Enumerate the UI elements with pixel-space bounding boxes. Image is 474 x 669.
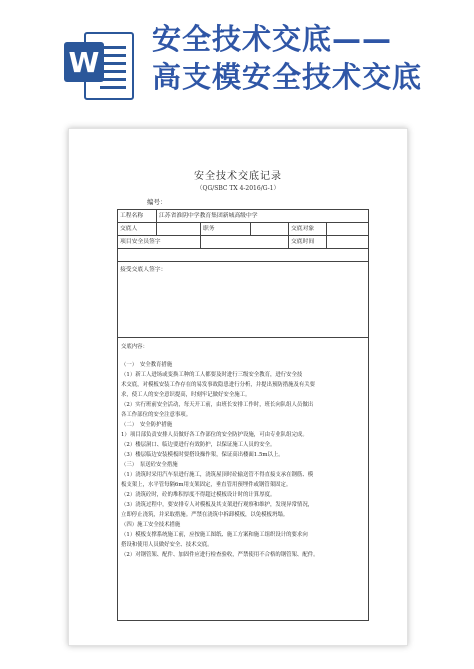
content-line: （3）浇筑过程中，要安排专人对模板及其支架进行观察和维护，发现异常情况， — [121, 502, 314, 508]
safety-officer-label: 项目安全员签字 — [120, 239, 161, 245]
document-title: 安全技术交底记录 — [194, 171, 282, 182]
content-line: （1）浇筑时采用汽车泵进行施工，浇筑屋顶时砼输送管不得直接支承在钢筋、模 — [121, 472, 314, 478]
content-line: 求，使工人的安全意识提高，时刻牢记做好安全施工。 — [121, 392, 251, 398]
document-code: （QG/SBC TX 4-2016/G-1） — [196, 185, 280, 192]
content-line: 术交底，对模板安装工作存在的易发事故隐患进行分析，并提出预防措施及有关要 — [121, 382, 316, 388]
word-badge: W — [64, 42, 104, 82]
content-line: 搭设和使用人员做好安全、技术交底。 — [121, 542, 213, 548]
content-line: （3）楼层临边安装模板时要搭设操作架，保证高出楼面1.5m以上。 — [121, 452, 284, 458]
serial-number-label: 编号： — [147, 198, 167, 206]
spacer-row — [118, 249, 368, 262]
project-label: 工程名称 — [120, 213, 144, 219]
content-line: 板支架上，水平管每隔6m用支架固定，垂直管用预埋件或钢管架固定。 — [121, 482, 292, 488]
banner-headline — [152, 20, 462, 96]
word-document-icon — [62, 28, 134, 100]
content-line: （2）浇筑砼时，砼的堆积厚度不得超过模板设计时的计算厚度。 — [121, 492, 276, 498]
project-value: 江苏省淮阴中学教育集团新城高级中学 — [156, 210, 370, 223]
position-value — [250, 223, 288, 236]
safety-officer-row — [118, 236, 368, 249]
document-page — [68, 128, 408, 646]
record-table — [117, 209, 369, 621]
content-line: （2）楼层洞口、临边要进行有效防护，以保证施工人员的安全。 — [121, 442, 276, 448]
discloser-label: 交底人 — [120, 226, 138, 232]
target-value — [326, 223, 370, 236]
content-line: （四）施工安全技术措施 — [121, 522, 181, 528]
title-banner — [0, 0, 474, 120]
time-label: 交底时间 — [288, 236, 326, 249]
discloser-value — [156, 223, 200, 236]
content-line: （二） 安全防护措施 — [121, 422, 173, 428]
content-line: （2）对钢管架、配件、加固件应进行检查验收，严禁使用不合格的钢管架、配件。 — [121, 552, 319, 558]
content-line: 1）项目部负责安排人员做好各工作部位的安全防护设施，可由专业队组完成。 — [121, 432, 308, 438]
headline-line-1: 安全技术交底—— — [152, 22, 393, 56]
receiver-signature-area — [118, 262, 368, 338]
discloser-row — [118, 223, 368, 236]
time-value — [326, 236, 370, 249]
content-line: 各工作部位的安全注意事项。 — [121, 412, 192, 418]
target-label: 交底对象 — [288, 223, 326, 236]
disclosure-content — [118, 340, 368, 622]
content-label: 交底内容： — [121, 344, 148, 350]
content-line: （三） 泵送砼安全措施 — [121, 462, 178, 468]
content-line: 立即停止浇筑，并采取措施。严禁在浇筑中拆卸模板，以免模板坍塌。 — [121, 512, 289, 518]
project-row — [118, 210, 368, 223]
receiver-signature-label: 接受交底人签字： — [120, 267, 167, 273]
content-line: （一） 安全教育措施 — [121, 362, 173, 368]
content-line: （1）新工人进场或变换工种的工人都要及时进行三级安全教育，进行安全技 — [121, 372, 303, 378]
content-line: （2）实行班前安全活动，每天开工前，由班长安排工作时，班长向队组人员做出 — [121, 402, 314, 408]
safety-officer-value — [200, 236, 288, 249]
content-line: （1）模板支撑系统施工前，应按施工图纸、施工方案和施工组织设计的要求向 — [121, 532, 308, 538]
position-label: 职务 — [200, 223, 250, 236]
headline-line-2: 高支模安全技术交底 — [152, 60, 423, 94]
